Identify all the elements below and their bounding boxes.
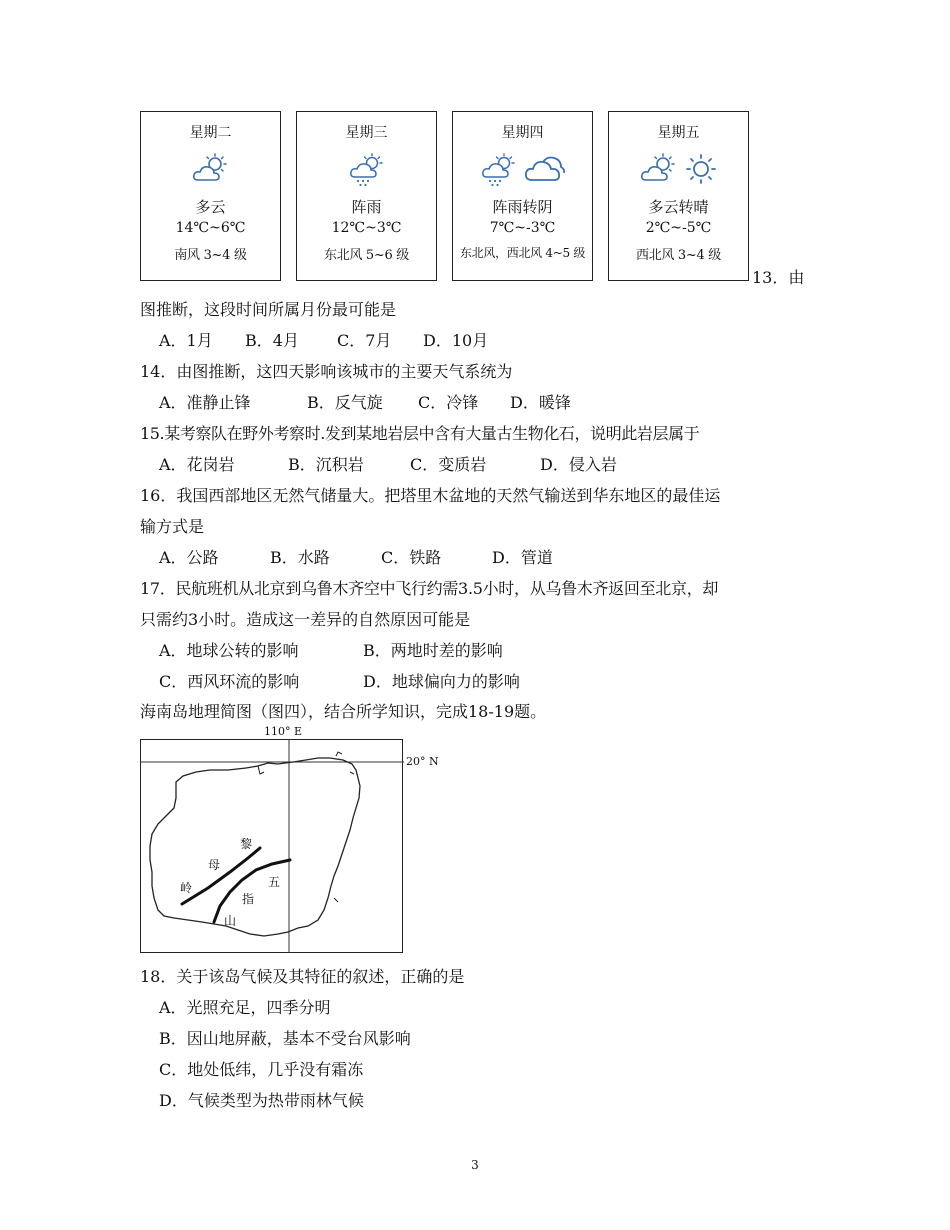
q17-option-a[interactable]: A．地球公转的影响 — [159, 641, 299, 660]
q17-options-row2 — [159, 671, 520, 693]
forecast-temperature: 14℃~6℃ — [175, 220, 246, 236]
forecast-temperature: 7℃~-3℃ — [489, 220, 556, 236]
q13-number: 13．由 — [752, 268, 805, 287]
forecast-condition: 阵雨转阴 — [492, 198, 553, 216]
q15-option-a[interactable]: A．花岗岩 — [159, 455, 235, 474]
q14-option-a[interactable]: A．准静止锋 — [159, 393, 251, 412]
q18-option-b[interactable]: B．因山地屏蔽，基本不受台风影响 — [159, 1029, 411, 1048]
latitude-label: 20° N — [406, 755, 439, 768]
forecast-wind: 东北风 5~6 级 — [324, 248, 409, 263]
forecast-condition: 多云 — [195, 198, 226, 216]
q13-option-a[interactable]: A．1月 — [159, 331, 213, 350]
q13-stem: 图推断，这段时间所属月份最可能是 — [140, 300, 397, 319]
q15-option-b[interactable]: B．沉积岩 — [288, 455, 364, 474]
q18-option-d[interactable]: D．气候类型为热带雨林气候 — [159, 1091, 364, 1110]
longitude-label: 110° E — [264, 725, 303, 738]
q18-stem: 18．关于该岛气候及其特征的叙述，正确的是 — [140, 967, 465, 986]
sunny-icon — [683, 152, 719, 186]
forecast-wind: 西北风 3~4 级 — [636, 248, 721, 263]
forecast-day: 星期三 — [345, 125, 388, 141]
q13-options — [159, 330, 488, 352]
forecast-card-tuesday — [140, 111, 281, 281]
q15-options — [159, 454, 617, 476]
q15-option-c[interactable]: C．变质岩 — [410, 455, 487, 474]
forecast-day: 星期五 — [657, 125, 700, 141]
q13-option-d[interactable]: D．10月 — [423, 331, 489, 350]
q17-option-d[interactable]: D．地球偏向力的影响 — [363, 672, 520, 691]
range2-char-2: 指 — [242, 892, 255, 906]
partly-cloudy-icon — [639, 152, 679, 186]
q17-options-row1 — [159, 640, 503, 662]
q15-stem: 15.某考察队在野外考察时.发到某地岩层中含有大量古生物化石，说明此岩层属于 — [140, 424, 700, 443]
q17-stem-line2: 只需约3小时。造成这一差异的自然原因可能是 — [140, 610, 471, 629]
forecast-card-wednesday — [296, 111, 437, 281]
forecast-day: 星期四 — [501, 125, 544, 141]
forecast-wind: 东北风，西北风 4~5 级 — [459, 246, 586, 260]
shower-icon — [479, 152, 519, 188]
q13-option-b[interactable]: B．4月 — [245, 331, 299, 350]
partly-cloudy-icon — [191, 152, 231, 186]
map-intro: 海南岛地理简图（图四），结合所学知识，完成18-19题。 — [140, 702, 547, 721]
q13-option-c[interactable]: C．7月 — [337, 331, 392, 350]
q16-stem-line2: 输方式是 — [140, 517, 205, 536]
forecast-temperature: 12℃~3℃ — [331, 220, 402, 236]
q17-stem-line1: 17．民航班机从北京到乌鲁木齐空中飞行约需3.5小时，从乌鲁木齐返回至北京，却 — [140, 579, 719, 598]
range1-char-1: 黎 — [240, 837, 253, 851]
range2-char-1: 五 — [268, 875, 281, 889]
q18-option-a[interactable]: A．光照充足，四季分明 — [159, 998, 331, 1017]
overcast-icon — [523, 152, 567, 186]
forecast-card-friday — [608, 111, 749, 281]
island-outline — [138, 722, 404, 954]
q16-option-d[interactable]: D．管道 — [492, 548, 553, 567]
q14-option-b[interactable]: B．反气旋 — [307, 393, 383, 412]
range1-char-2: 母 — [208, 858, 221, 872]
q16-option-c[interactable]: C．铁路 — [381, 548, 442, 567]
forecast-condition: 多云转晴 — [648, 198, 709, 216]
q16-option-a[interactable]: A．公路 — [159, 548, 219, 567]
forecast-wind: 南风 3~4 级 — [174, 248, 247, 263]
q17-option-b[interactable]: B．两地时差的影响 — [363, 641, 503, 660]
forecast-day: 星期二 — [189, 125, 232, 141]
range2-char-3: 山 — [224, 914, 237, 928]
hainan-map — [138, 722, 458, 957]
q15-option-d[interactable]: D．侵入岩 — [540, 455, 617, 474]
shower-icon — [347, 152, 387, 188]
forecast-temperature: 2℃~-5℃ — [645, 220, 712, 236]
q16-option-b[interactable]: B．水路 — [270, 548, 330, 567]
forecast-condition: 阵雨 — [351, 198, 382, 216]
q14-option-c[interactable]: C．冷锋 — [418, 393, 479, 412]
q16-stem-line1: 16．我国西部地区无然气储量大。把塔里木盆地的天然气输送到华东地区的最佳运 — [140, 486, 721, 505]
q14-stem: 14．由图推断，这四天影响该城市的主要天气系统为 — [140, 362, 513, 381]
q14-option-d[interactable]: D．暖锋 — [510, 393, 571, 412]
range1-char-3: 岭 — [180, 881, 193, 895]
q18-option-c[interactable]: C．地处低纬，几乎没有霜冻 — [159, 1060, 364, 1079]
q17-option-c[interactable]: C．西风环流的影响 — [159, 672, 300, 691]
q16-options — [159, 547, 553, 569]
q14-options — [159, 392, 571, 414]
forecast-card-thursday — [452, 111, 593, 281]
page-number: 3 — [471, 1158, 479, 1172]
